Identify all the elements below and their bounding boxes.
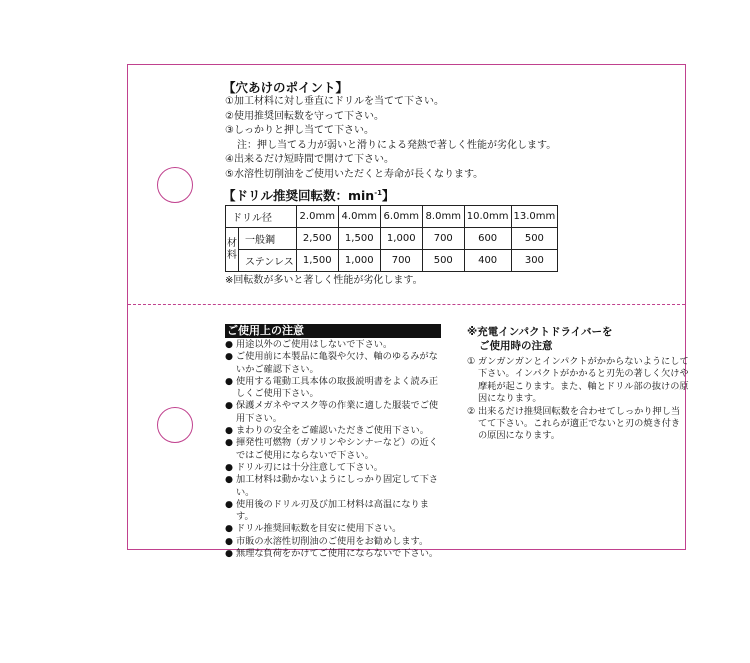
list-item: ● 市販の水溶性切削油のご使用をお勧めします。 bbox=[225, 535, 429, 547]
rpm-cell: 500 bbox=[422, 250, 464, 272]
rpm-cell: 1,000 bbox=[380, 228, 422, 250]
punch-hole-bottom bbox=[157, 407, 193, 443]
material-name: 一般鋼 bbox=[239, 228, 297, 250]
point-note: 注：押し当てる力が弱いと滑りによる発熱で著しく性能が劣化します。 bbox=[237, 139, 557, 151]
list-item: ● 無理な負荷をかけてご使用にならないで下さい。 bbox=[225, 548, 439, 560]
table-header-row bbox=[226, 206, 558, 228]
list-item: ● 加工材料は動かないようにしっかり固定して下さい。 bbox=[225, 474, 439, 498]
punch-hole-top bbox=[157, 167, 193, 203]
point-item: ⑤水溶性切削油をご使用いただくと寿命が長くなります。 bbox=[225, 168, 484, 180]
point-title: 【穴あけのポイント】 bbox=[223, 80, 349, 95]
list-item: ● 使用する電動工具本体の取扱説明書をよく読み正しくご使用下さい。 bbox=[225, 375, 439, 400]
rpm-cell: 1,500 bbox=[296, 250, 338, 272]
rpm-cell: 300 bbox=[511, 250, 558, 272]
rpm-cell: 400 bbox=[464, 250, 511, 272]
point-item: ②使用推奨回転数を守って下さい。 bbox=[225, 110, 384, 122]
size-cell: 8.0mm bbox=[422, 206, 464, 228]
material-label: 材 料 bbox=[226, 228, 239, 272]
rpm-cell: 700 bbox=[380, 250, 422, 272]
impact-title: ※充電インパクトドライバーを ご使用時の注意 bbox=[467, 326, 613, 352]
rpm-cell: 500 bbox=[511, 228, 558, 250]
list-item: ● ドリル刃には十分注意して下さい。 bbox=[225, 461, 383, 473]
point-item: ④出来るだけ短時間で開けて下さい。 bbox=[225, 154, 394, 166]
material-name: ステンレス bbox=[239, 250, 297, 272]
fold-line bbox=[128, 304, 685, 305]
impact-list bbox=[467, 356, 689, 443]
rpm-cell: 2,500 bbox=[296, 228, 338, 250]
table-row bbox=[226, 250, 558, 272]
caution-list bbox=[225, 339, 445, 560]
caution-title: ご使用上の注意 bbox=[225, 324, 441, 338]
rpm-table bbox=[225, 205, 558, 272]
point-item: ①加工材料に対し垂直にドリルを当てて下さい。 bbox=[225, 96, 444, 107]
rpm-cell: 1,000 bbox=[338, 250, 380, 272]
rpm-footnote: ※回転数が多いと著しく性能が劣化します。 bbox=[225, 275, 423, 286]
size-cell: 6.0mm bbox=[380, 206, 422, 228]
size-cell: 10.0mm bbox=[464, 206, 511, 228]
drill-size-label: ドリル径 bbox=[226, 206, 297, 228]
list-item: ● まわりの安全をご確認いただきご使用下さい。 bbox=[225, 425, 429, 437]
list-item: ② 出来るだけ推奨回転数を合わせてしっかり押し当てて下さい。これらが適正でないと刃の焼き付きの原因になります。 bbox=[467, 405, 681, 442]
list-item: ● 用途以外のご使用はしないで下さい。 bbox=[225, 339, 393, 350]
list-item: ● 使用後のドリル刃及び加工材料は高温になります。 bbox=[225, 498, 429, 523]
point-list bbox=[225, 95, 556, 183]
point-item: ③しっかりと押し当てて下さい。 bbox=[225, 125, 374, 137]
list-item: ● ドリル推奨回転数を目安に使用下さい。 bbox=[225, 523, 402, 535]
rpm-title: 【ドリル推奨回転数：$\min^{-1}$】 bbox=[223, 188, 395, 203]
rpm-cell: 700 bbox=[422, 228, 464, 250]
size-cell: 13.0mm bbox=[511, 206, 558, 228]
list-item: ● 揮発性可燃物（ガソリンやシンナーなど）の近くではご使用にならないで下さい。 bbox=[225, 437, 438, 461]
list-item: ● 保護メガネやマスク等の作業に適した服装でご使用下さい。 bbox=[225, 400, 439, 424]
size-cell: 2.0mm bbox=[296, 206, 338, 228]
list-item: ● ご使用前に本製品に亀裂や欠け、軸のゆるみがないかご確認下さい。 bbox=[225, 351, 438, 375]
size-cell: 4.0mm bbox=[338, 206, 380, 228]
table-row bbox=[226, 228, 558, 250]
rpm-cell: 1,500 bbox=[338, 228, 380, 250]
rpm-cell: 600 bbox=[464, 228, 511, 250]
list-item: ① ガンガンガンとインパクトがかからないようにして下さい。インパクトがかかると刃先の著しく欠けや摩耗が起こります。また、軸とドリル部の抜けの原因になります。 bbox=[467, 356, 689, 405]
